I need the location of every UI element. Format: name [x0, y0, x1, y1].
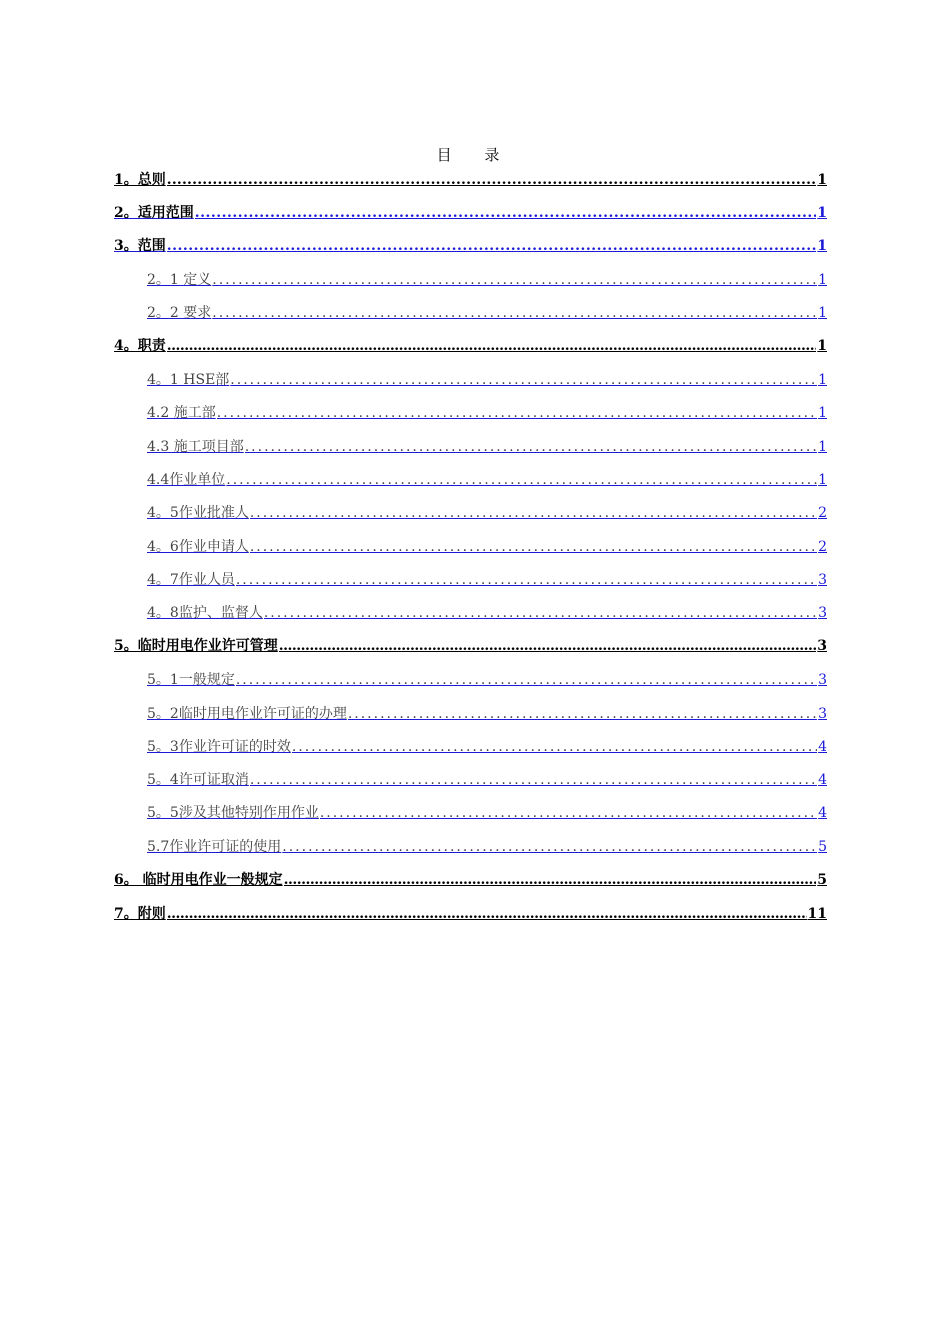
toc-leader [284, 871, 817, 889]
toc-entry-4-7[interactable] [147, 571, 827, 589]
toc-entry-1[interactable] [114, 171, 827, 189]
toc-entry-page: 2 [818, 505, 827, 521]
toc-entry-5-3[interactable] [147, 738, 827, 756]
toc-entry-label: 2。1 定义 [147, 272, 212, 288]
toc-leader [279, 637, 817, 655]
toc-entry-page: 1 [817, 205, 827, 221]
toc-leader [292, 738, 817, 756]
toc-entry-5-7[interactable] [147, 838, 827, 856]
toc-entry-4-1[interactable] [147, 371, 827, 389]
toc-entry-3[interactable] [114, 237, 827, 255]
toc-leader [348, 705, 817, 723]
toc-entry-6[interactable] [114, 871, 827, 889]
toc-entry-page: 5 [817, 872, 827, 888]
toc-entry-label: 2。适用范围 [114, 205, 194, 221]
toc-leader [217, 404, 817, 422]
toc-leader [226, 471, 817, 489]
toc-leader [236, 671, 817, 689]
toc-entry-label: 4。1 HSE部 [147, 372, 230, 388]
toc-leader [245, 438, 817, 456]
toc-entry-2[interactable] [114, 204, 827, 222]
toc-entry-page: 1 [818, 472, 827, 488]
toc-leader [167, 171, 817, 189]
toc-entry-5-4[interactable] [147, 771, 827, 789]
toc-entry-label: 5.7作业许可证的使用 [147, 839, 282, 855]
toc-entry-page: 1 [817, 238, 827, 254]
toc-entry-5-2[interactable] [147, 705, 827, 723]
toc-entry-label: 5。2临时用电作业许可证的办理 [147, 706, 347, 722]
toc-entry-4-4[interactable] [147, 471, 827, 489]
toc-entry-page: 1 [817, 338, 827, 354]
toc-entry-label: 4。8监护、监督人 [147, 605, 263, 621]
toc-entry-page: 3 [817, 638, 827, 654]
toc-entry-page: 4 [818, 739, 827, 755]
toc-leader [195, 204, 817, 222]
toc-leader [167, 237, 817, 255]
toc-entry-page: 1 [818, 439, 827, 455]
toc-entry-5-5[interactable] [147, 804, 827, 822]
toc-entry-label: 2。2 要求 [147, 305, 212, 321]
toc-entry-label: 5。3作业许可证的时效 [147, 739, 291, 755]
toc-entry-label: 4。职责 [114, 338, 166, 354]
toc-entry-label: 4.2 施工部 [147, 405, 216, 421]
toc-title: 目 录 [436, 146, 514, 164]
toc-leader [230, 371, 817, 389]
toc-entry-label: 4.4作业单位 [147, 472, 226, 488]
toc-leader [167, 337, 817, 355]
toc-entry-4-3[interactable] [147, 438, 827, 456]
toc-entry-page: 3 [818, 605, 827, 621]
toc-entry-label: 1。总则 [114, 172, 166, 188]
toc-entry-label: 5。4许可证取消 [147, 772, 249, 788]
toc-entry-page: 3 [818, 706, 827, 722]
toc-entry-page: 1 [818, 372, 827, 388]
toc-entry-label: 7。附则 [114, 906, 166, 922]
toc-entry-page: 4 [818, 805, 827, 821]
toc-entry-4-2[interactable] [147, 404, 827, 422]
toc-leader [212, 271, 817, 289]
toc-leader [250, 504, 817, 522]
toc-entry-label: 4。7作业人员 [147, 572, 235, 588]
toc-leader [250, 771, 817, 789]
toc-entry-label: 4.3 施工项目部 [147, 439, 244, 455]
toc-entry-label: 5。1一般规定 [147, 672, 235, 688]
toc-entry-2-2[interactable] [147, 304, 827, 322]
toc-entry-page: 1 [818, 272, 827, 288]
toc-entry-5-1[interactable] [147, 671, 827, 689]
toc-entry-page: 4 [818, 772, 827, 788]
toc-entry-page: 2 [818, 539, 827, 555]
toc-leader [212, 304, 817, 322]
toc-entry-page: 3 [818, 672, 827, 688]
toc-entry-4-5[interactable] [147, 504, 827, 522]
toc-entry-2-1[interactable] [147, 271, 827, 289]
toc-leader [264, 604, 817, 622]
toc-entry-4-6[interactable] [147, 538, 827, 556]
toc-entry-7[interactable] [114, 905, 827, 923]
toc-leader [250, 538, 817, 556]
toc-entry-4-8[interactable] [147, 604, 827, 622]
toc-entry-label: 6。 临时用电作业一般规定 [114, 872, 283, 888]
toc-leader [167, 905, 807, 923]
toc-entry-label: 5。临时用电作业许可管理 [114, 638, 278, 654]
toc-entry-label: 4。6作业申请人 [147, 539, 249, 555]
toc-entry-5[interactable] [114, 637, 827, 655]
toc-entry-page: 11 [807, 906, 827, 922]
toc-leader [320, 804, 817, 822]
toc-entry-label: 3。范围 [114, 238, 166, 254]
toc-entry-label: 5。5涉及其他特别作用作业 [147, 805, 319, 821]
toc-leader [282, 838, 817, 856]
toc-entry-page: 1 [818, 405, 827, 421]
toc-leader [236, 571, 817, 589]
toc-entry-page: 3 [818, 572, 827, 588]
toc-entry-page: 5 [818, 839, 827, 855]
toc-entry-4[interactable] [114, 337, 827, 355]
toc-entry-label: 4。5作业批准人 [147, 505, 249, 521]
toc-entry-page: 1 [817, 172, 827, 188]
toc-entry-page: 1 [818, 305, 827, 321]
